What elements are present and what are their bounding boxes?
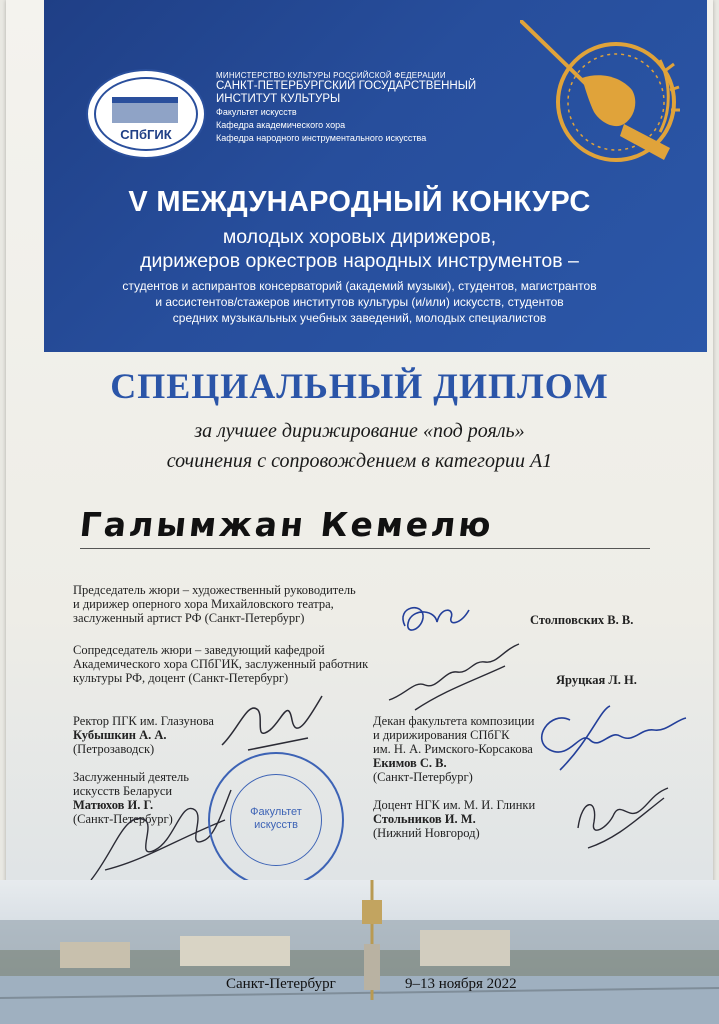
diploma-title: СПЕЦИАЛЬНЫЙ ДИПЛОМ [110, 366, 609, 406]
stamp-label [210, 806, 342, 832]
jury-chair-name: Столповских В. В. [530, 613, 634, 627]
docent-title: Доцент НГК им. М. И. Глинки [373, 798, 536, 812]
chair-signature [395, 596, 475, 646]
dean-title-2: и дирижирования СПбГК [373, 728, 510, 742]
stamp-label-line-2: искусств [254, 819, 298, 831]
stamp-label-line-1: Факультет [250, 806, 302, 818]
docent-name: Стольников И. М. [373, 812, 476, 826]
rector-block [73, 714, 214, 756]
institute-info [216, 71, 476, 145]
docent-block [373, 798, 535, 840]
cochair-signature [385, 640, 525, 715]
ministry-line: МИНИСТЕРСТВО КУЛЬТУРЫ РОССИЙСКОЙ ФЕДЕРАЦИИ [216, 71, 446, 80]
award-reason-2: сочинения с сопровождением в категории А1 [166, 450, 553, 472]
contest-subtitle-2: дирижеров оркестров народных инструментов – [140, 250, 579, 272]
institute-line-2: ИНСТИТУТ КУЛЬТУРЫ [216, 93, 341, 105]
dean-block [373, 714, 534, 784]
footer-city: Санкт-Петербург [226, 976, 336, 992]
jury-cochair-name: Яруцкая Л. Н. [556, 673, 637, 687]
department-line-2: Кафедра народного инструментального искусства [216, 133, 427, 143]
conductor-hand-emblem [520, 20, 684, 170]
contest-details-1: студентов и аспирантов консерваторий (академий музыки), студентов, магистрантов [122, 279, 597, 293]
footer-dates: 9–13 ноября 2022 [405, 976, 517, 992]
jury-chair-line-3: заслуженный артист РФ (Санкт-Петербург) [73, 611, 305, 625]
dean-title-1: Декан факультета композиции [373, 714, 535, 728]
jury-chair-title [73, 583, 403, 625]
city-panorama-image [0, 880, 719, 1024]
contest-details-3: средних музыкальных учебных заведений, молодых специалистов [172, 311, 547, 325]
recipient-name: Галымжан Кемелю [77, 505, 496, 544]
rector-name: Кубышкин А. А. [73, 728, 167, 742]
contest-details-2: и ассистентов/стажеров институтов культуры (и/или) искусств, студентов [155, 295, 564, 309]
jury-cochair-title [73, 643, 403, 685]
jury-cochair-line-3: культуры РФ, доцент (Санкт-Петербург) [73, 671, 289, 685]
institute-logo [86, 69, 206, 159]
faculty-line: Факультет искусств [216, 107, 297, 117]
institute-line-1: САНКТ-ПЕТЕРБУРГСКИЙ ГОСУДАРСТВЕННЫЙ [216, 80, 477, 92]
faculty-stamp [208, 752, 344, 888]
dean-title-3: им. Н. А. Римского-Корсакова [373, 742, 533, 756]
docent-city: (Нижний Новгород) [373, 826, 480, 840]
dean-signature [530, 700, 690, 780]
dean-city: (Санкт-Петербург) [373, 770, 473, 784]
rector-city: (Петрозаводск) [73, 742, 155, 756]
jury-cochair-line-1: Сопредседатель жюри – заведующий кафедрой [73, 643, 325, 657]
belarus-member-title-2: искусств Беларуси [73, 784, 173, 798]
logo-building-icon [112, 97, 178, 123]
department-line-1: Кафедра академического хора [216, 120, 346, 130]
rector-signature [218, 690, 328, 760]
recipient-underline [80, 548, 650, 549]
belarus-member-name: Матюхов И. Г. [73, 798, 154, 812]
contest-title: V МЕЖДУНАРОДНЫЙ КОНКУРС [128, 186, 591, 218]
contest-subtitle-1: молодых хоровых дирижеров, [222, 226, 497, 248]
jury-chair-line-1: Председатель жюри – художественный руководитель [73, 583, 356, 597]
belarus-member-city: (Санкт-Петербург) [73, 812, 173, 826]
rector-title: Ректор ПГК им. Глазунова [73, 714, 214, 728]
dean-name: Екимов С. В. [373, 756, 447, 770]
docent-signature [568, 778, 678, 858]
logo-abbreviation: СПбГИК [120, 127, 172, 142]
belarus-member-title-1: Заслуженный деятель [73, 770, 189, 784]
jury-cochair-line-2: Академического хора СПбГИК, заслуженный работник [73, 657, 369, 671]
award-reason-1: за лучшее дирижирование «под рояль» [194, 420, 525, 442]
jury-chair-line-2: и дирижер оперного хора Михайловского театра, [73, 597, 334, 611]
